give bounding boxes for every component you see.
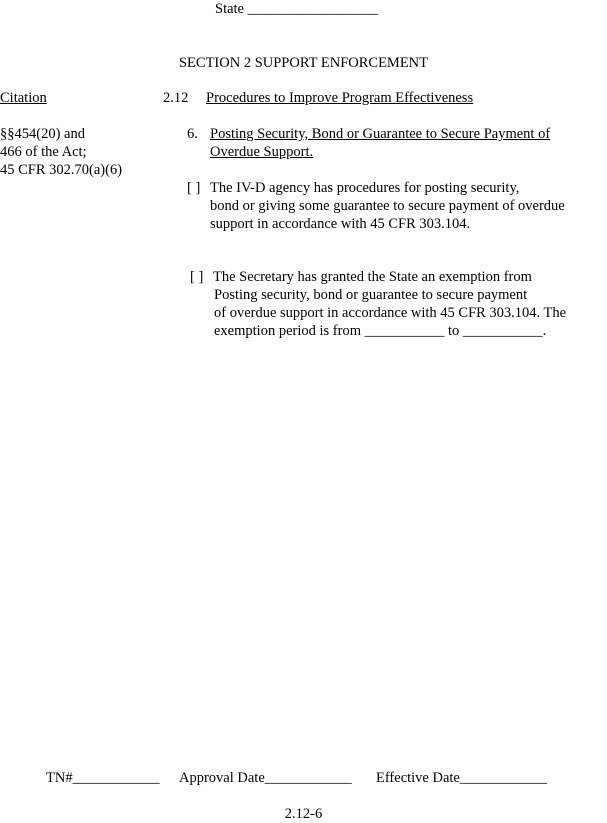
option-text-line: exemption period is from ___________ to ___________. (214, 323, 547, 339)
item-number: 6. (187, 126, 198, 142)
item-title-line: Posting Security, Bond or Guarantee to Secure Payment of (210, 126, 551, 142)
subsection-number: 2.12 (163, 90, 189, 106)
option-text-line: bond or giving some guarantee to secure payment of overdue (210, 198, 565, 214)
citation-ref: 466 of the Act; (0, 144, 87, 160)
option-text-line: Posting security, bond or guarantee to secure payment (214, 287, 528, 303)
section-title: SECTION 2 SUPPORT ENFORCEMENT (178, 55, 429, 71)
effective-date-field: Effective Date____________ (376, 770, 547, 786)
option-text-line: The IV-D agency has procedures for posting security, (210, 180, 520, 196)
option-text-line: support in accordance with 45 CFR 303.104. (210, 216, 471, 232)
citation-ref: §§454(20) and (0, 126, 85, 142)
citation-header: Citation (0, 90, 47, 106)
subsection-title: Procedures to Improve Program Effectiveness (206, 90, 474, 106)
citation-ref: 45 CFR 302.70(a)(6) (0, 162, 123, 178)
option-checkbox[interactable]: [ ] (187, 180, 201, 196)
tn-field: TN#____________ (46, 770, 160, 786)
item-title-line: Overdue Support. (210, 144, 314, 160)
option-text-line: The Secretary has granted the State an exemption from (213, 269, 532, 285)
page-number: 2.12-6 (284, 806, 323, 822)
approval-date-field: Approval Date____________ (179, 770, 352, 786)
option-text-line: of overdue support in accordance with 45 CFR 303.104. The (214, 305, 567, 321)
state-line: State __________________ (215, 1, 379, 17)
option-checkbox[interactable]: [ ] (190, 269, 204, 285)
